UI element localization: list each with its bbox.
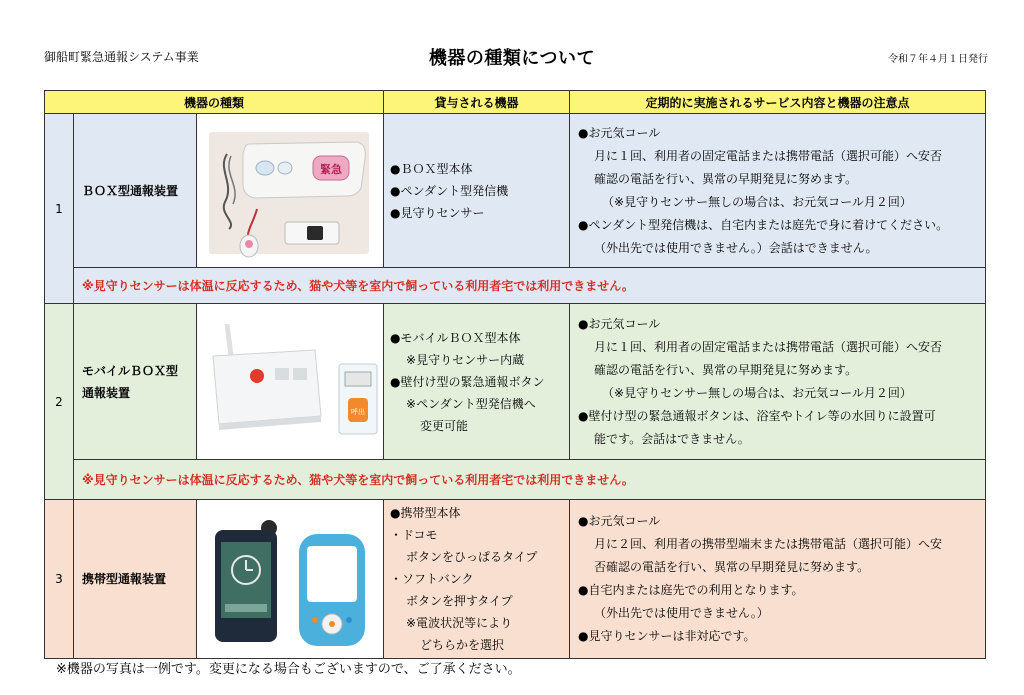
service-line: （※見守りセンサー無しの場合は、お元気コール月２回） [602, 194, 912, 209]
device-item: ・ソフトバンク [390, 572, 474, 586]
device-name: ＢＯＸ型通報装置 [74, 114, 197, 268]
device-item: ●モバイルＢＯＸ型本体 [390, 330, 521, 345]
table-row [45, 500, 986, 659]
device-item: ●ペンダント型発信機 [390, 183, 509, 198]
lent-devices [384, 304, 570, 460]
col-header-service: 定期的に実施されるサービス内容と機器の注意点 [570, 91, 986, 114]
device-item: どちらかを選択 [420, 638, 505, 652]
org-name: 御船町緊急通報システム事業 [44, 50, 199, 64]
page-title: 機器の種類について [428, 48, 596, 69]
lent-devices [384, 500, 570, 659]
row-number: 2 [45, 304, 74, 500]
row-number: 3 [45, 500, 74, 659]
row-number: 1 [45, 114, 74, 304]
service-line: ●ペンダント型発信機は、自宅内または庭先で身に着けてください。 [578, 217, 949, 232]
footer-note: ※機器の写真は一例です。変更になる場合もございますので、ご了承ください。 [56, 662, 521, 677]
service-line: ●お元気コール [578, 514, 661, 528]
warning-text: ※見守りセンサーは体温に反応するため、猫や犬等を室内で飼っている利用者宅では利用できません。 [74, 268, 986, 304]
warning-text: ※見守りセンサーは体温に反応するため、猫や犬等を室内で飼っている利用者宅では利用できません。 [74, 460, 986, 500]
table-row [45, 304, 986, 460]
device-item: ●ＢＯＸ型本体 [390, 161, 473, 176]
device-item: ※ペンダント型発信機へ [406, 396, 536, 411]
device-table [44, 90, 986, 659]
lent-devices [384, 114, 570, 268]
table-header-row [45, 91, 986, 114]
call-button-label: 呼出 [351, 408, 365, 416]
table-row [45, 114, 986, 268]
warning-row [45, 460, 986, 500]
service-line: （外出先では使用できません。）会話はできません。 [594, 240, 878, 255]
service-line: （※見守りセンサー無しの場合は、お元気コール月２回） [602, 385, 912, 400]
mobile-box-device-photo [197, 304, 384, 460]
service-line: ●お元気コール [578, 125, 661, 140]
emergency-button-label: 緊急 [320, 163, 342, 176]
device-item: ●見守りセンサー [390, 205, 485, 220]
device-name-line: 通報装置 [82, 385, 131, 400]
device-item: ●壁付け型の緊急通報ボタン [390, 374, 545, 389]
issue-date: 令和７年４月１日発行 [888, 54, 988, 65]
service-line: （外出先では使用できません。） [594, 606, 769, 620]
device-item: ボタンをひっぱるタイプ [406, 550, 538, 564]
device-item: 変更可能 [420, 418, 469, 433]
service-line: ●自宅内または庭先での利用となります。 [578, 583, 804, 597]
service-line: ●お元気コール [578, 316, 661, 331]
device-name-line: モバイルＢＯＸ型 [82, 363, 179, 378]
service-line: 確認の電話を行い、異常の早期発見に努めます。 [594, 171, 858, 186]
device-item: ●携帯型本体 [390, 506, 461, 520]
service-line: 月に２回、利用者の携帯型端末または携帯電話（選択可能）へ安 [594, 537, 943, 551]
warning-row [45, 268, 986, 304]
device-item: ※見守りセンサー内蔵 [406, 352, 525, 367]
service-line: 能です。会話はできません。 [594, 431, 750, 446]
col-header-lent: 貸与される機器 [384, 91, 570, 114]
service-details [570, 304, 986, 460]
service-line: 否確認の電話を行い、異常の早期発見に努めます。 [594, 560, 870, 574]
device-item: ボタンを押すタイプ [406, 594, 513, 608]
service-line: 確認の電話を行い、異常の早期発見に努めます。 [594, 362, 858, 377]
service-line: 月に１回、利用者の固定電話または携帯電話（選択可能）へ安否 [594, 339, 943, 354]
service-details [570, 114, 986, 268]
col-header-type: 機器の種類 [45, 91, 384, 114]
service-line: ●見守りセンサーは非対応です。 [578, 629, 756, 643]
device-item: ・ドコモ [390, 528, 438, 542]
service-details [570, 500, 986, 659]
device-name [74, 304, 197, 460]
mobile-device-photo [197, 500, 384, 659]
service-line: 月に１回、利用者の固定電話または携帯電話（選択可能）へ安否 [594, 148, 943, 163]
box-device-photo [197, 114, 384, 268]
device-name: 携帯型通報装置 [74, 500, 197, 659]
device-item: ※電波状況等により [406, 616, 513, 630]
service-line: ●壁付け型の緊急通報ボタンは、浴室やトイレ等の水回りに設置可 [578, 408, 936, 423]
